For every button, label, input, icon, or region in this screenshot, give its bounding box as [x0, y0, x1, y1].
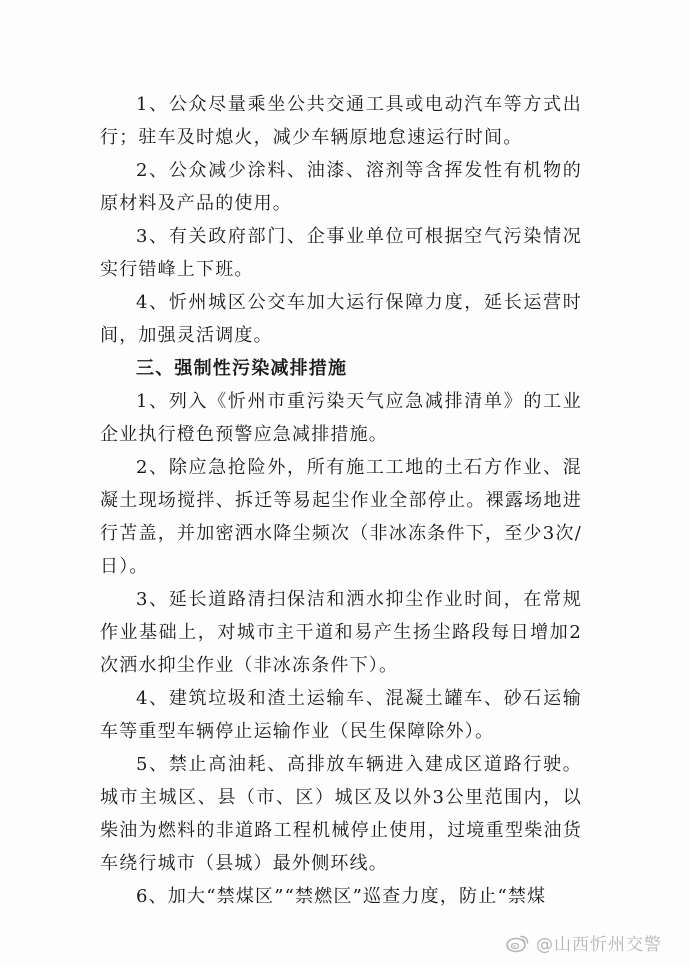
body-paragraph: 1、公众尽量乘坐公共交通工具或电动汽车等方式出行；驻车及时熄火，减少车辆原地怠速运行时间。	[100, 94, 582, 148]
body-paragraph: 3、有关政府部门、企事业单位可根据空气污染情况实行错峰上下班。	[100, 226, 582, 280]
body-paragraph: 6、加大“禁煤区”“禁燃区”巡查力度，防止“禁煤	[136, 886, 547, 907]
watermark-text: @山西忻州交警	[536, 935, 662, 955]
document-body	[100, 88, 582, 913]
body-paragraph: 2、除应急抢险外，所有施工工地的土石方作业、混凝土现场搅拌、拆迁等易起尘作业全部停止。裸露场地进行苫盖，并加密洒水降尘频次（非冰冻条件下，至少3次/日）。	[100, 457, 582, 577]
body-paragraph: 4、忻州城区公交车加大运行保障力度，延长运营时间，加强灵活调度。	[100, 292, 582, 346]
watermark	[506, 930, 662, 955]
weibo-icon	[506, 933, 530, 953]
body-paragraph: 2、公众减少涂料、油漆、溶剂等含挥发性有机物的原材料及产品的使用。	[100, 160, 582, 214]
body-paragraph: 3、延长道路清扫保洁和洒水抑尘作业时间，在常规作业基础上，对城市主干道和易产生扬尘路段每日增加2次洒水抑尘作业（非冰冻条件下）。	[100, 589, 582, 676]
body-paragraph: 4、建筑垃圾和渣土运输车、混凝土罐车、砂石运输车等重型车辆停止运输作业（民生保障除外）。	[100, 688, 582, 742]
body-paragraph: 5、禁止高油耗、高排放车辆进入建成区道路行驶。城市主城区、县（市、区）城区及以外3公里范围内，以柴油为燃料的非道路工程机械停止使用，过境重型柴油货车绕行城市（县城）最外侧环线。	[100, 754, 582, 874]
section-heading: 三、强制性污染减排措施	[136, 358, 348, 379]
body-paragraph: 1、列入《忻州市重污染天气应急减排清单》的工业企业执行橙色预警应急减排措施。	[100, 391, 582, 445]
